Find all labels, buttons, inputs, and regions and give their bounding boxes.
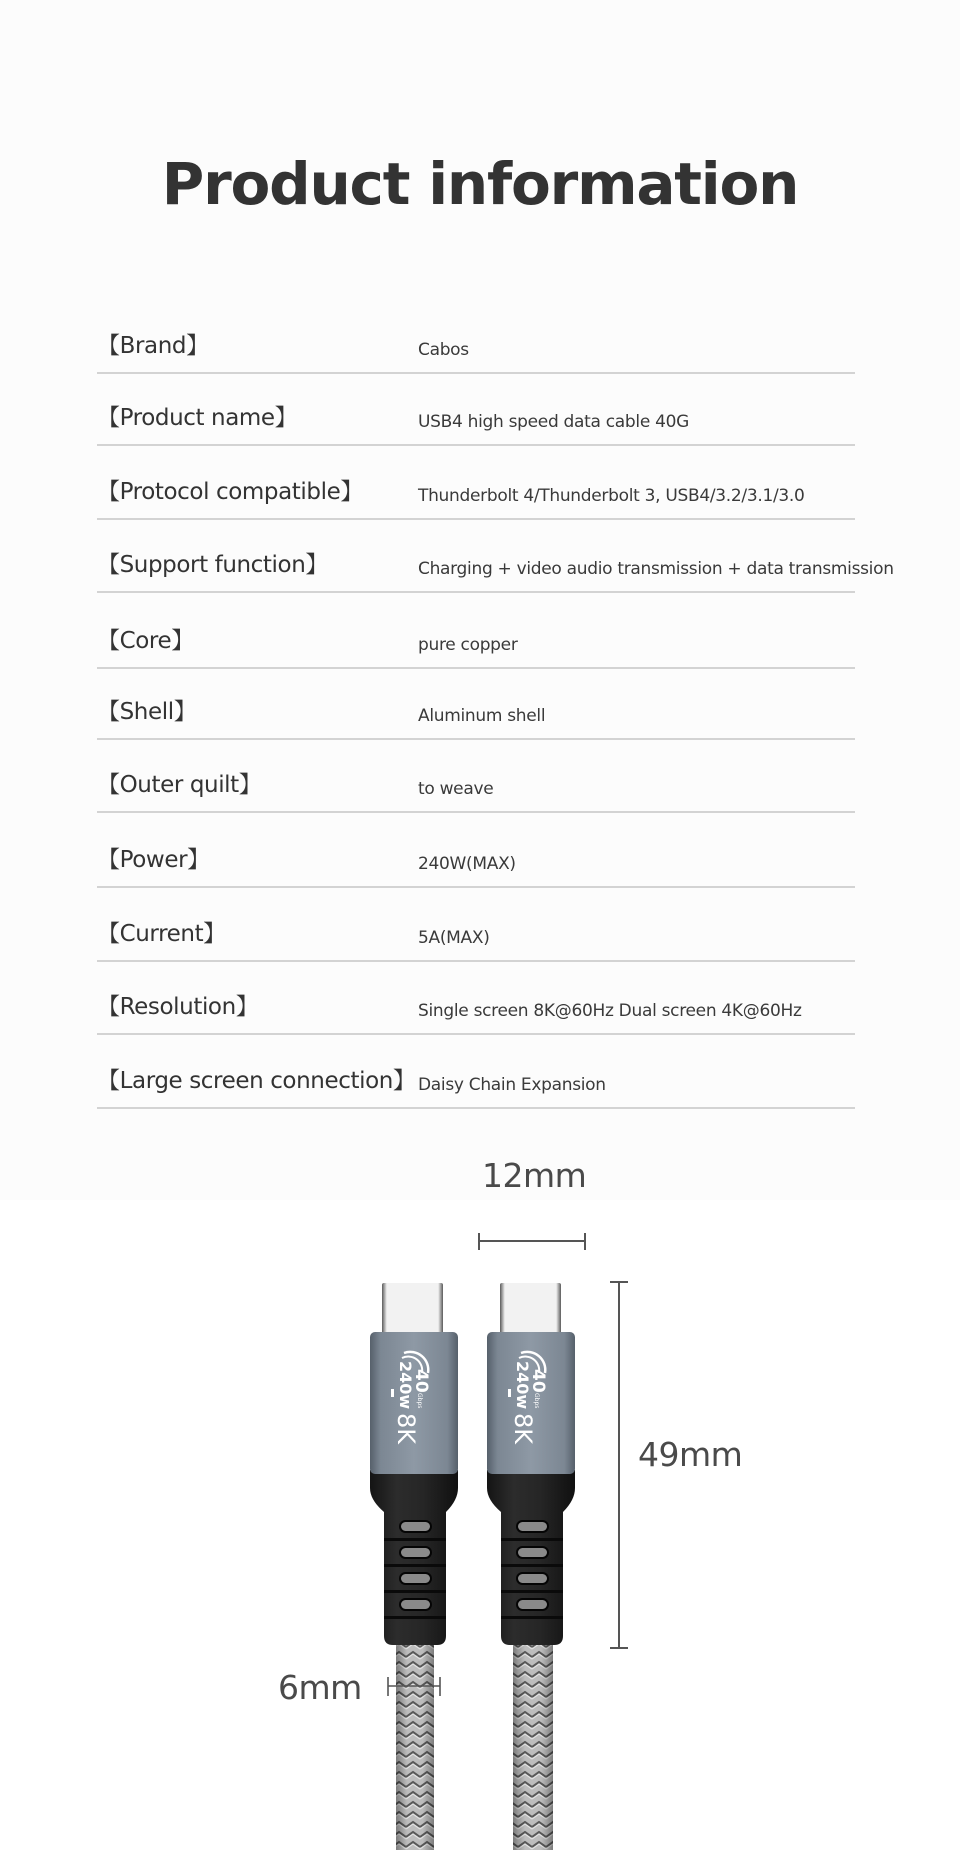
speed-unit-marking: Gbps — [416, 1393, 423, 1409]
spec-label: 【Resolution】 — [97, 994, 259, 1020]
page-title: Product information — [161, 150, 799, 218]
diameter-dimension-label: 6mm — [278, 1668, 362, 1707]
width-dimension-line — [479, 1233, 585, 1250]
spec-label: 【Core】 — [97, 628, 194, 654]
spec-label: 【Product name】 — [97, 405, 298, 431]
spec-value: Cabos — [418, 340, 469, 360]
spec-value: Aluminum shell — [418, 706, 546, 726]
spec-label: 【Power】 — [97, 847, 210, 873]
spec-value: pure copper — [418, 635, 518, 655]
length-dimension-label: 49mm — [638, 1435, 743, 1474]
width-dimension-label: 12mm — [482, 1156, 587, 1195]
spec-value: Thunderbolt 4/Thunderbolt 3, USB4/3.2/3.1/3.0 — [418, 486, 805, 506]
usb-c-connector-right — [487, 1283, 575, 1850]
length-dimension-line — [610, 1282, 628, 1648]
spec-label: 【Protocol compatible】 — [97, 479, 363, 505]
resolution-marking: 8K — [509, 1413, 537, 1445]
spec-label: 【Large screen connection】 — [97, 1068, 416, 1094]
speed-marking: 40 — [528, 1369, 548, 1393]
speed-marking: 40 — [411, 1369, 431, 1393]
spec-value: USB4 high speed data cable 40G — [418, 412, 689, 432]
spec-label: 【Support function】 — [97, 552, 328, 578]
spec-value: Charging + video audio transmission + data transmission — [418, 559, 894, 579]
power-marking: 240w — [513, 1361, 532, 1410]
resolution-marking: 8K — [392, 1413, 420, 1445]
power-marking: 240w — [396, 1361, 415, 1410]
speed-unit-marking: Gbps — [533, 1393, 540, 1409]
spec-label: 【Shell】 — [97, 699, 197, 725]
usb-c-plug — [500, 1283, 561, 1335]
spec-value: 240W(MAX) — [418, 854, 516, 874]
usb-c-connector-left — [370, 1283, 458, 1850]
spec-label: 【Current】 — [97, 921, 226, 947]
spec-label: 【Outer quilt】 — [97, 772, 262, 798]
spec-value: 5A(MAX) — [418, 928, 490, 948]
spec-label: 【Brand】 — [97, 333, 209, 359]
spec-value: to weave — [418, 779, 494, 799]
spec-value: Daisy Chain Expansion — [418, 1075, 606, 1095]
usb-c-plug — [382, 1283, 443, 1335]
spec-value: Single screen 8K@60Hz Dual screen 4K@60Hz — [418, 1001, 802, 1021]
